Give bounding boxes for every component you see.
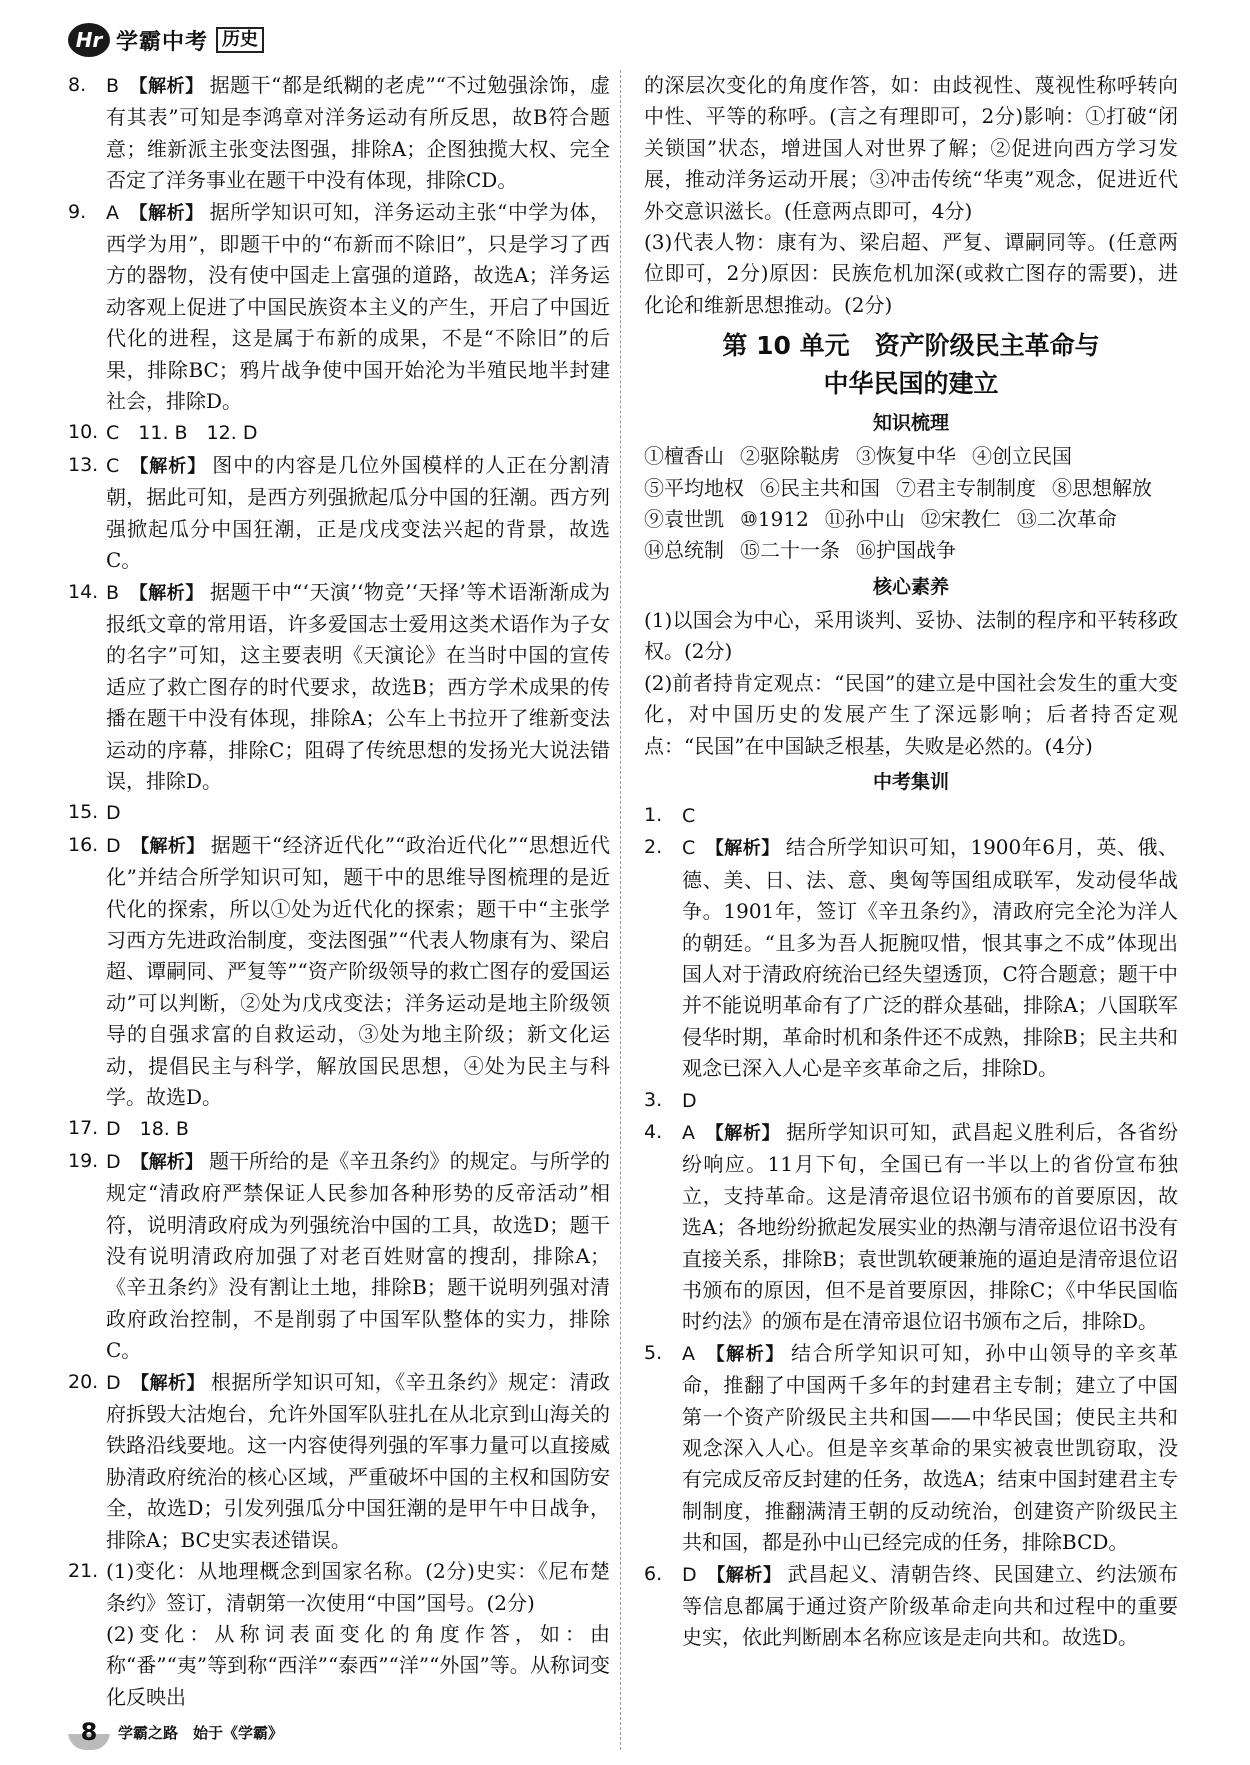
literacy-item: (2)前者持肯定观点：“民国”的建立是中国社会发生的重大变化，对中国历史的发展产生了深远影响；后者持否定观点：“民国”在中国缺乏根基，失败是必然的。(4分) [644, 670, 1178, 758]
sub-answer: (1)变化：从地理概念到国家名称。(2分)史实：《尼布楚条约》签订，清朝第一次使用“中国”国号。(2分) [106, 1559, 610, 1615]
page-header [68, 20, 264, 60]
analysis-text: 武昌起义、清朝告终、民国建立、约法颁布等信息都属于通过资产阶级革命走向共和过程中的重要史实，依此判断剧本名称应该是走向共和。故选D。 [682, 1561, 1179, 1650]
question-number: 9. [68, 200, 87, 223]
analysis-tag: 【解析】 [129, 582, 204, 604]
question-number: 20. [68, 1370, 99, 1393]
answer-item [68, 1556, 610, 1713]
answer-item [644, 1338, 1178, 1559]
knowledge-point: ⑯护国战争 [856, 538, 956, 563]
knowledge-point: ⑭总统制 [644, 538, 724, 563]
analysis-tag: 【解析】 [130, 1151, 203, 1173]
analysis-text: 据题干“都是纸糊的老虎”“不过勉强涂饰，虚有其表”可知是李鸿章对洋务运动有所反思，故B符合题意；维新派主张变法图强，排除A；企图独揽大权、完全否定了洋务事业在题干中没有体现，排除CD。 [106, 73, 610, 193]
answer-item [68, 1367, 610, 1556]
question-number: 5. [644, 1341, 663, 1364]
knowledge-point: ⑧思想解放 [1052, 475, 1152, 500]
question-number: 2. [644, 836, 663, 859]
footer-slogan: 学霸之路 始于《学霸》 [118, 1723, 284, 1742]
answer-choice: C [106, 454, 120, 477]
analysis-text: 据题干中“‘天演’‘物竞’‘天择’等术语渐渐成为报纸文章的常用语，许多爱国志士爱用这类术语作为子女的名字”可知，这主要表明《天演论》在当时中国的宣传适应了救亡图存的时代要求，故选B；西方学术成果的传播在题干中没有体现，排除A；公车上书拉开了维新变法运动的序幕，排除C；阻碍了传统思想的发扬光大说法错误，排除D。 [106, 579, 611, 793]
right-column [644, 70, 1178, 1654]
knowledge-point: ②驱除鞑虏 [740, 444, 840, 469]
knowledge-point: ⑦君主专制制度 [896, 475, 1036, 500]
page-footer [68, 1712, 283, 1752]
analysis-tag: 【解析】 [129, 202, 204, 224]
subject-label: 历史 [216, 27, 264, 53]
knowledge-point: ⑬二次革命 [1016, 507, 1117, 532]
knowledge-point: ⑫宋教仁 [920, 507, 1001, 532]
answer-item [68, 797, 610, 829]
question-number: 1. [644, 803, 663, 826]
sub-answer: (2)变化：从称词表面变化的角度作答，如：由称“番”“夷”等到称“西洋”“泰西”“洋”“外国”等。从称词变化反映出 [106, 1621, 610, 1709]
question-number: 19. [68, 1149, 99, 1172]
answer-item [644, 800, 1178, 832]
knowledge-point: ⑪孙中山 [824, 507, 905, 532]
analysis-text: 图中的内容是几位外国模样的人正在分割清朝，据此可知，是西方列强掀起瓜分中国的狂潮。西方列强掀起瓜分中国狂潮，正是戊戌变法兴起的背景，故选C。 [106, 452, 611, 573]
answer-item [644, 1085, 1178, 1117]
unit-title-line: 第 10 单元 资产阶级民主革命与 [722, 331, 1100, 361]
analysis-tag: 【解析】 [130, 1372, 206, 1394]
analysis-text: 结合所学知识可知，孙中山领导的辛亥革命，推翻了中国两千多年的封建君主专制；建立了中国第一个资产阶级民主共和国——中华民国；使民主共和观念深入人心。但是辛亥革命的果实被袁世凯窃取，没有完成反帝反封建的任务，故选A；结束中国封建君主专制制度，推翻满清王朝的反动统治，创建资产阶级民主共和国，都是孙中山已经完成的任务，排除BCD。 [682, 1340, 1179, 1555]
literacy-item: (1)以国会为中心，采用谈判、妥协、法制的程序和平转移政权。(2分) [644, 607, 1178, 664]
analysis-text: 据所学知识可知，洋务运动主张“中学为体，西学为用”，即题干中的“布新而不除旧”，只是学习了西方的器物，没有使中国走上富强的道路，故选A；洋务运动客观上促进了中国民族资本主义的产生，开启了中国近代化的进程，这是属于布新的成果，不是“不除旧”的后果，排除BC；鸦片战争使中国开始沦为半殖民地半封建社会，排除D。 [106, 199, 611, 414]
answer-item [68, 197, 610, 418]
answer-item [68, 70, 610, 197]
answer-choice: A [682, 1121, 695, 1144]
analysis-tag: 【解析】 [129, 76, 204, 97]
knowledge-point: ①檀香山 [644, 444, 724, 469]
answer-item [68, 830, 610, 1114]
answer-item [68, 1113, 610, 1145]
unit-title [644, 327, 1178, 403]
question-number: 3. [644, 1088, 663, 1111]
knowledge-points [644, 473, 1178, 504]
analysis-text: 结合所学知识可知，1900年6月，英、俄、德、美、日、法、意、奥匈等国组成联军，发动侵华战争。1901年，签订《辛丑条约》，清政府完全沦为洋人的朝廷。“且多为吾人扼腕叹惜，恨其事之不成”体现出国人对于清政府统治已经失望透顶，C符合题意；题干中并不能说明革命有了广泛的群众基础，排除A；八国联军侵华时期，革命时机和条件还不成熟，排除B；民主共和观念已深入人心是辛亥革命之后，排除D。 [682, 835, 1179, 1081]
column-divider [620, 70, 621, 1750]
knowledge-point: ⑩1912 [740, 507, 809, 532]
answer-choice: D [106, 834, 121, 857]
knowledge-points [644, 441, 1178, 472]
answer-choice: B [106, 581, 120, 604]
knowledge-point: ⑮二十一条 [740, 538, 840, 563]
knowledge-point: ③恢复中华 [856, 444, 956, 469]
brand-name: 学霸中考 [116, 29, 209, 55]
answer-item [68, 417, 610, 449]
answer-choice: C [682, 804, 696, 827]
section-title-training: 中考集训 [872, 770, 949, 793]
answer-item [68, 577, 610, 798]
analysis-tag: 【解析】 [705, 1343, 785, 1365]
question-number: 13. [68, 453, 99, 476]
answer-choice: D [106, 802, 121, 825]
question-number: 14. [68, 580, 99, 603]
answer-item [68, 450, 610, 577]
analysis-text: 据题干“经济近代化”“政治近代化”“思想近代化”并结合所学知识可知，题干中的思维导图梳理的是近代化的探索，所以①处为近代化的探索；题干中“主张学习西方先进政治制度，变法图强”“代表人物康有为、梁启超、谭嗣同、严复等”“资产阶级领导的救亡图存的爱国运动”可以判断，②处为戊戌变法；洋务运动是地主阶级领导的自强求富的自救运动，③处为地主阶级；新文化运动，提倡民主与科学，解放国民思想，④处为民主与科学。故选D。 [106, 832, 611, 1109]
answer-item [644, 832, 1178, 1084]
analysis-text: 题干所给的是《辛丑条约》的规定。与所学的规定“清政府严禁保证人民参加各种形势的反帝活动”相符，说明清政府成为列强统治中国的工具，故选D；题干没有说明清政府加强了对老百姓财富的搜刮，排除A；《辛丑条约》没有割让土地，排除B；题干说明列强对清政府政治控制，不是削弱了中国军队整体的实力，排除C。 [106, 1148, 611, 1363]
question-number: 4. [644, 1120, 663, 1143]
answer-choice: D 18. B [106, 1118, 189, 1141]
answer-choice: D [682, 1563, 697, 1586]
brand-logo: Hr [68, 23, 110, 57]
question-number: 15. [68, 801, 99, 824]
answer-choice: A [682, 1342, 695, 1365]
continued-text: 的深层次变化的角度作答，如：由歧视性、蔑视性称呼转向中性、平等的称呼。(言之有理即可，2分)影响：①打破“闭关锁国”状态，增进国人对世界了解；②促进向西方学习发展，推动洋务运动开展；③冲击传统“华夷”观念，促进近代外交意识滋长。(任意两点即可，4分) [644, 73, 1178, 223]
question-number: 17. [68, 1117, 99, 1140]
question-number: 10. [68, 421, 99, 444]
answer-choice: D [106, 1371, 121, 1394]
knowledge-point: ⑨袁世凯 [644, 507, 724, 532]
question-number: 8. [68, 74, 87, 96]
answer-choice: D [106, 1150, 121, 1173]
analysis-tag: 【解析】 [705, 838, 780, 860]
continued-text: (3)代表人物：康有为、梁启超、严复、谭嗣同等。(任意两位即可，2分)原因：民族危机加深(或救亡图存的需要)，进化论和维新思想推动。(2分) [644, 230, 1178, 317]
answer-choice: D [682, 1089, 697, 1112]
answer-item [68, 1146, 610, 1367]
analysis-tag: 【解析】 [130, 835, 205, 857]
answer-choice: C [682, 837, 696, 860]
page-number: 8 [68, 1714, 110, 1750]
question-number: 16. [68, 833, 99, 856]
answer-choice: A [106, 201, 119, 224]
analysis-tag: 【解析】 [129, 455, 207, 477]
answer-choice: B [106, 75, 120, 97]
section-title-knowledge: 知识梳理 [872, 412, 949, 435]
knowledge-points [644, 535, 1178, 566]
question-number: 21. [68, 1560, 99, 1583]
answer-item [644, 1117, 1178, 1338]
analysis-text: 根据所学知识可知，《辛丑条约》规定：清政府拆毁大沽炮台，允许外国军队驻扎在从北京到山海关的铁路沿线要地。这一内容使得列强的军事力量可以直接威胁清政府统治的核心区域，严重破坏中国的主权和国防安全，故选D；引发列强瓜分中国狂潮的是甲午中日战争，排除A；BC史实表述错误。 [106, 1369, 611, 1552]
knowledge-point: ⑥民主共和国 [760, 475, 880, 500]
left-column [68, 70, 610, 1713]
answer-item [644, 1559, 1178, 1654]
knowledge-point: ④创立民国 [972, 444, 1072, 469]
analysis-tag: 【解析】 [705, 1122, 781, 1144]
answer-choice: C 11. B 12. D [106, 422, 258, 445]
analysis-text: 据所学知识可知，武昌起义胜利后，各省纷纷响应。11月下旬，全国已有一半以上的省份宣布独立，支持革命。这是清帝退位诏书颁布的首要原因，故选A；各地纷纷掀起发展实业的热潮与清帝退位诏书没有直接关系，排除B；袁世凯软硬兼施的逼迫是清帝退位诏书颁布的原因，但不是首要原因，排除C；《中华民国临时约法》的颁布是在清帝退位诏书颁布之后，排除D。 [682, 1119, 1179, 1334]
unit-title-line: 中华民国的建立 [823, 369, 999, 399]
question-number: 6. [644, 1562, 663, 1585]
knowledge-points [644, 504, 1178, 535]
section-title-literacy: 核心素养 [872, 575, 949, 598]
analysis-tag: 【解析】 [706, 1564, 782, 1586]
knowledge-point: ⑤平均地权 [644, 475, 744, 500]
